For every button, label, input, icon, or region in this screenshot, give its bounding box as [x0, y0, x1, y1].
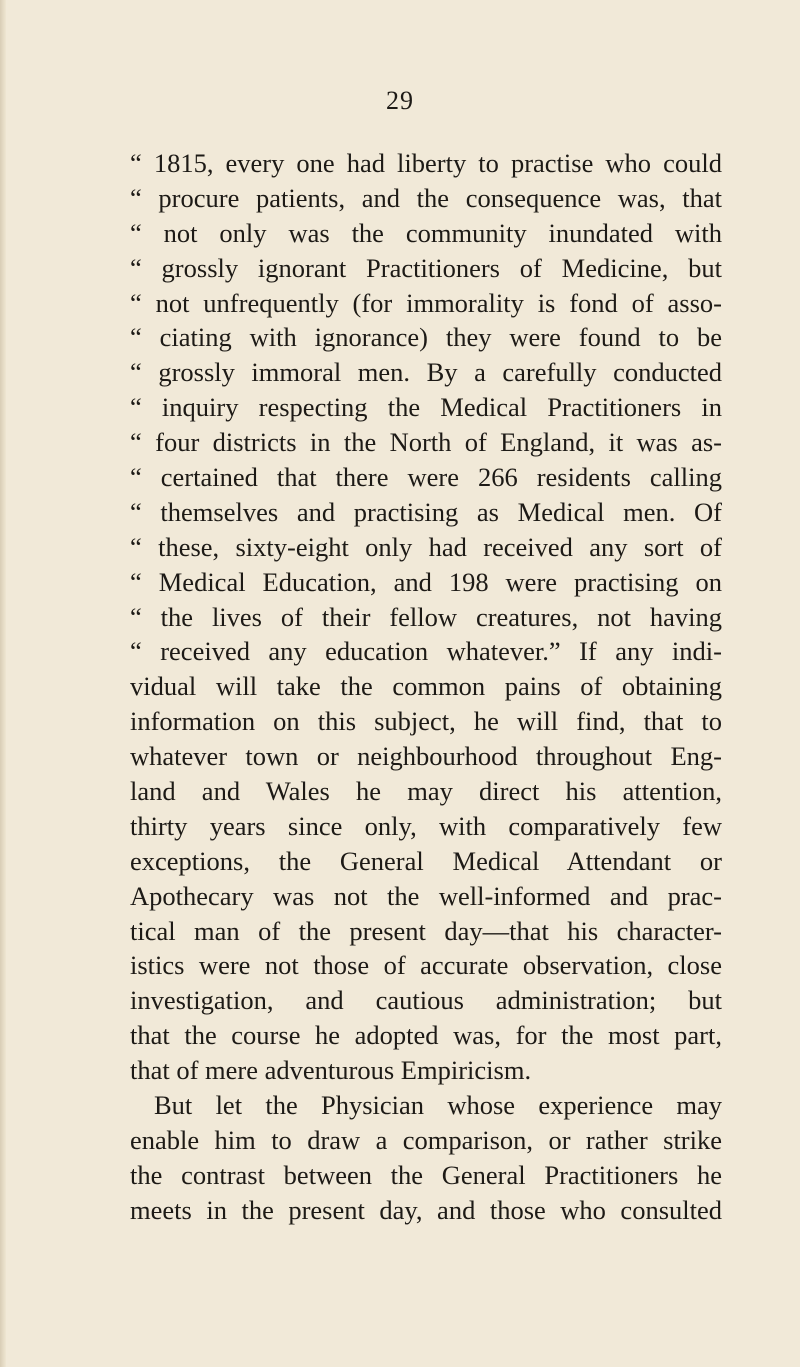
text-line: “ 1815, every one had liberty to practise who could: [130, 148, 722, 178]
text-line: tical man of the present day—that his character-: [130, 915, 722, 946]
text-line: thirty years since only, with comparatively few: [130, 810, 722, 841]
text-line: enable him to draw a comparison, or rather strike: [130, 1124, 722, 1155]
text-line: the contrast between the General Practitioners he: [130, 1159, 722, 1190]
text-line: “ ciating with ignorance) they were found to be: [130, 322, 722, 353]
text-line: exceptions, the General Medical Attendant or: [130, 845, 722, 876]
text-line: vidual will take the common pains of obtaining: [130, 671, 722, 702]
text-line: “ grossly immoral men. By a carefully conducted: [130, 357, 722, 388]
text-line: “ not only was the community inundated with: [130, 217, 722, 248]
text-line: “ themselves and practising as Medical men. Of: [130, 496, 722, 527]
text-line: “ not unfrequently (for immorality is fond of asso-: [130, 287, 722, 318]
text-line: “ certained that there were 266 residents calling: [130, 462, 722, 493]
text-line: istics were not those of accurate observation, close: [130, 950, 722, 981]
text-line: “ the lives of their fellow creatures, not having: [130, 601, 722, 632]
text-line: information on this subject, he will find, that to: [130, 706, 722, 737]
page-edge: [0, 0, 6, 1367]
text-line: investigation, and cautious administration; but: [130, 985, 722, 1016]
text-line: meets in the present day, and those who consulted: [130, 1194, 722, 1225]
text-line: “ Medical Education, and 198 were practising on: [130, 566, 722, 597]
text-line: “ inquiry respecting the Medical Practitioners in: [130, 392, 722, 423]
text-line: that the course he adopted was, for the most part,: [130, 1020, 722, 1051]
body-text: [130, 146, 722, 1228]
text-line: But let the Physician whose experience may: [154, 1090, 722, 1121]
page-number: 29: [386, 86, 414, 115]
text-line: that of mere adventurous Empiricism.: [130, 1055, 532, 1086]
text-line: “ these, sixty-eight only had received any sort of: [130, 531, 722, 562]
text-line: land and Wales he may direct his attention,: [130, 776, 722, 807]
text-line: “ grossly ignorant Practitioners of Medicine, but: [130, 252, 722, 283]
text-line: whatever town or neighbourhood throughout Eng-: [130, 741, 722, 772]
text-line: “ procure patients, and the consequence was, that: [130, 182, 722, 213]
text-line: “ received any education whatever.” If any indi-: [130, 636, 722, 667]
text-line: “ four districts in the North of England, it was as-: [130, 427, 722, 458]
text-line: Apothecary was not the well-informed and prac-: [130, 880, 722, 911]
